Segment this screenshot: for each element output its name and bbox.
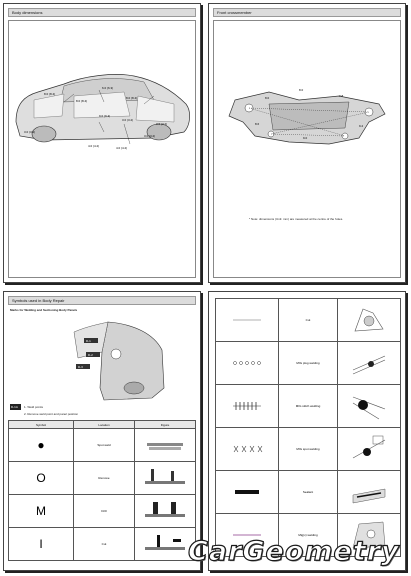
drill-figure <box>143 500 187 522</box>
figure-cell <box>135 528 196 561</box>
symbol-cell: M <box>9 495 74 528</box>
figure-cell <box>135 462 196 495</box>
symbol-cell <box>216 385 279 428</box>
label-cell: Sealant <box>279 471 338 514</box>
symbol-cell: ● <box>9 429 74 462</box>
symbol-cell <box>216 471 279 514</box>
legend-line: 2. Remove weld point and panel position <box>24 412 79 416</box>
cut-figure <box>143 533 187 555</box>
symbol-cell <box>216 342 279 385</box>
label-cell: Mig(x) welding <box>279 514 338 557</box>
legend-line: 1. Weld points <box>24 405 43 409</box>
table-row <box>216 342 401 385</box>
dimension-callout: 3.0 (3.2) <box>24 130 36 134</box>
symbol-cell <box>216 299 279 342</box>
label-cell: MIG plug welding <box>279 342 338 385</box>
dimension-callout: 7.8 <box>339 94 344 98</box>
dimension-callout: 3.0 (3.2) <box>122 118 134 122</box>
label-cell: Cut <box>279 299 338 342</box>
location-cell: Remove <box>74 462 135 495</box>
figure-cell <box>338 471 401 514</box>
page-frame <box>213 20 401 278</box>
column-header: Figure <box>135 421 196 429</box>
column-header: Location <box>74 421 135 429</box>
table-row <box>9 462 196 495</box>
table-row <box>216 385 401 428</box>
dimension-callout: 8.6 <box>255 122 260 126</box>
table-row <box>9 495 196 528</box>
symbol-table <box>8 420 196 561</box>
page-body-repair-symbols <box>3 291 201 571</box>
dimension-callout: 9.0 (9.4) <box>99 114 111 118</box>
figure-cell <box>338 342 401 385</box>
page-body-dimensions <box>3 3 201 283</box>
table-header-row <box>9 421 196 429</box>
figure-cell <box>135 429 196 462</box>
figure-cell <box>338 385 401 428</box>
dimension-callout: 3.0 (3.2) <box>156 122 168 126</box>
label-cell: MIG stitch welding <box>279 385 338 428</box>
symbol-cell: I <box>9 528 74 561</box>
location-cell: Cut <box>74 528 135 561</box>
section-subheader: Marks for Welding and Sectioning Body Panels <box>10 308 78 312</box>
page-weld-methods <box>208 291 406 571</box>
footnote: * Note: dimensions (Unit: mm) are measured at the centre of the holes. <box>249 217 344 221</box>
table-row <box>9 528 196 561</box>
figure-cell <box>135 495 196 528</box>
dimension-callout: 6.0 (6.3) <box>102 86 114 90</box>
dimension-callout: 3.0 (3.2) <box>144 134 156 138</box>
symbol-cell <box>216 428 279 471</box>
legend-code: D-1A <box>11 405 18 409</box>
label-cell: MIG spot welding <box>279 428 338 471</box>
remove-figure <box>143 467 187 489</box>
brand-logo: CarGeometry <box>188 536 400 567</box>
table-row <box>216 299 401 342</box>
dimension-callout: 8.0 <box>265 96 270 100</box>
dimension-callout: 8.0 (8.4) <box>44 92 56 96</box>
page-front-crossmember <box>208 3 406 283</box>
page-header: Front crossmember <box>213 8 401 17</box>
page-header: Body dimensions <box>8 8 196 17</box>
weld-method-table <box>215 298 401 557</box>
dimension-callout: 4.0 (4.2) <box>116 146 128 150</box>
weld-figure <box>145 435 185 455</box>
panel-callout: D-2 <box>88 353 93 357</box>
table-row <box>216 471 401 514</box>
table-row <box>9 429 196 462</box>
figure-cell <box>338 299 401 342</box>
dimension-callout: 4.0 (4.2) <box>88 144 100 148</box>
page-frame <box>8 20 196 278</box>
panel-callout: D-3 <box>78 365 83 369</box>
dimension-callout: 9.0 <box>303 136 308 140</box>
dimension-callout: 8.0 (8.4) <box>126 96 138 100</box>
table-row <box>216 428 401 471</box>
page-header: Symbols used in Body Repair <box>8 296 196 305</box>
column-header: Symbol <box>9 421 74 429</box>
dimension-callout: 9.2 <box>359 124 364 128</box>
symbol-cell: O <box>9 462 74 495</box>
dimension-callout: 8.0 (8.4) <box>76 99 88 103</box>
panel-callout: D-1 <box>86 339 91 343</box>
dimension-callout: 8.0 <box>299 88 304 92</box>
location-cell: Spot weld <box>74 429 135 462</box>
figure-cell <box>338 428 401 471</box>
location-cell: Drill <box>74 495 135 528</box>
